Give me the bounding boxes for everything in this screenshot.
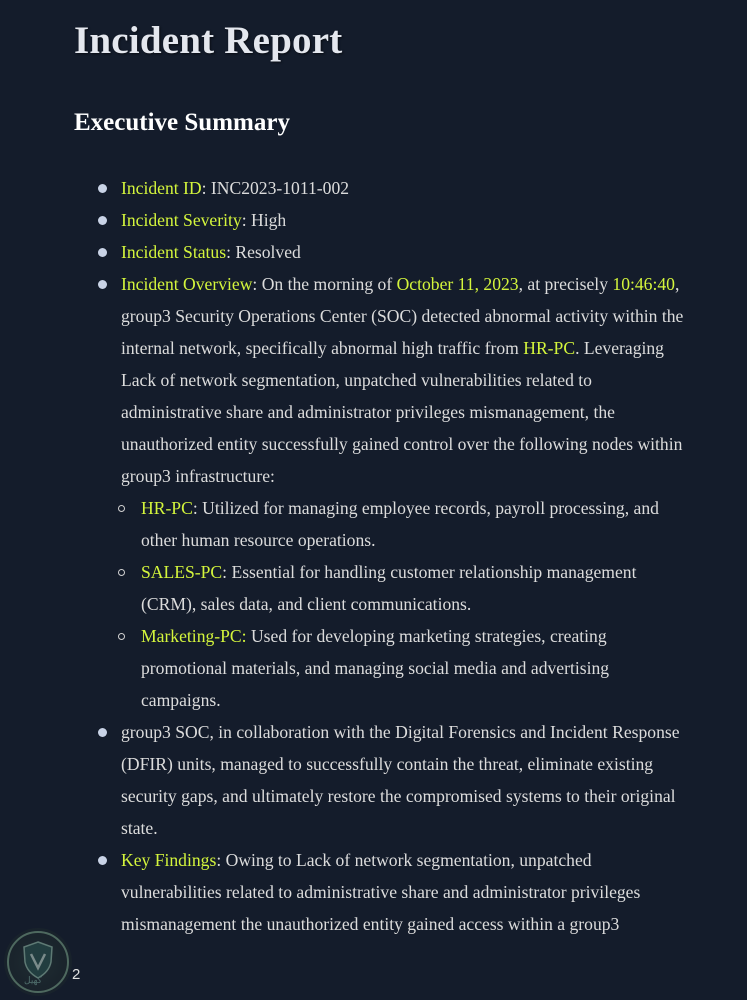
list-item-overview: Incident Overview: On the morning of October 11, 2023, at precisely 10:46:40, group3 Security Operations Center (SOC) detected abnormal activity within the internal network, specifically abnormal high traffic from HR-PC. Leveraging Lack of network segmentation, unpatched vulnerabilities related to administrative share and administrator privileges mismanagement, the unauthorized entity successfully gained control over the following nodes within group3 infrastructure: HR-PC: Utilized for managing employee records, payroll processing, and other human resource operations. SALES-PC: Essential for handling customer relationship management (CRM), sales data, and client communications. Marketing-PC: Used for developing marketing strategies, creating promotional materials, and managing social media and advertising campaigns. [74, 268, 684, 716]
overview-time: 10:46:40 [612, 274, 675, 294]
status-label: Incident Status [121, 242, 227, 262]
overview-text: . Leveraging Lack of network segmentation, unpatched vulnerabilities related to administrative share and administrator privileges mismanagement, the unauthorized entity successfully gained control over the following nodes within group3 infrastructure: [121, 338, 683, 486]
node-name: HR-PC [141, 498, 193, 518]
shield-logo-icon [4, 928, 72, 996]
page-title: Incident Report [74, 19, 343, 62]
node-item: Marketing-PC: Used for developing marketing strategies, creating promotional materials, and managing social media and advertising campaigns. [121, 620, 684, 716]
node-name: Marketing-PC [141, 626, 242, 646]
key-findings-text: Owing to Lack of network segmentation, unpatched vulnerabilities related to administrative share and administrator privileges mismanagement the unauthorized entity gained access within a group3 [121, 850, 641, 934]
section-title: Executive Summary [74, 109, 290, 136]
severity-label: Incident Severity [121, 210, 242, 230]
incident-id-label: Incident ID [121, 178, 202, 198]
status-value: Resolved [235, 242, 301, 262]
summary-list [74, 172, 684, 940]
affected-nodes-list [121, 492, 684, 716]
overview-date: October 11, 2023 [396, 274, 519, 294]
containment-text: group3 SOC, in collaboration with the Digital Forensics and Incident Response (DFIR) units, managed to successfully contain the threat, eliminate existing security gaps, and ultimately restore the compromised systems to their original state. [121, 722, 680, 838]
list-item-status: Incident Status: Resolved [74, 236, 684, 268]
overview-text: On the morning of [261, 274, 397, 294]
overview-label: Incident Overview [121, 274, 253, 294]
key-findings-label: Key Findings [121, 850, 217, 870]
incident-id-value: INC2023-1011-002 [210, 178, 350, 198]
logo-text: كهيل [24, 976, 42, 986]
list-item-incident-id: Incident ID: INC2023-1011-002 [74, 172, 684, 204]
list-item-key-findings: Key Findings: Owing to Lack of network segmentation, unpatched vulnerabilities related to administrative share and administrator privileges mismanagement the unauthorized entity gained access within a group3 [74, 844, 684, 940]
node-name: SALES-PC [141, 562, 223, 582]
severity-value: High [250, 210, 287, 230]
page-number: 2 [72, 966, 81, 983]
node-desc: Used for developing marketing strategies, creating promotional materials, and managing social media and advertising campaigns. [141, 626, 610, 710]
node-desc: Essential for handling customer relationship management (CRM), sales data, and client communications. [141, 562, 637, 614]
node-item: HR-PC: Utilized for managing employee records, payroll processing, and other human resource operations. [121, 492, 684, 556]
overview-host: HR-PC [523, 338, 576, 358]
list-item-severity: Incident Severity: High [74, 204, 684, 236]
list-item-containment [74, 716, 684, 844]
node-item: SALES-PC: Essential for handling customer relationship management (CRM), sales data, and client communications. [121, 556, 684, 620]
overview-text: , at precisely [518, 274, 613, 294]
overview-text: , group3 Security Operations Center (SOC) detected abnormal activity within the internal network, specifically abnormal high traffic from [121, 274, 684, 358]
node-desc: Utilized for managing employee records, payroll processing, and other human resource operations. [141, 498, 659, 550]
